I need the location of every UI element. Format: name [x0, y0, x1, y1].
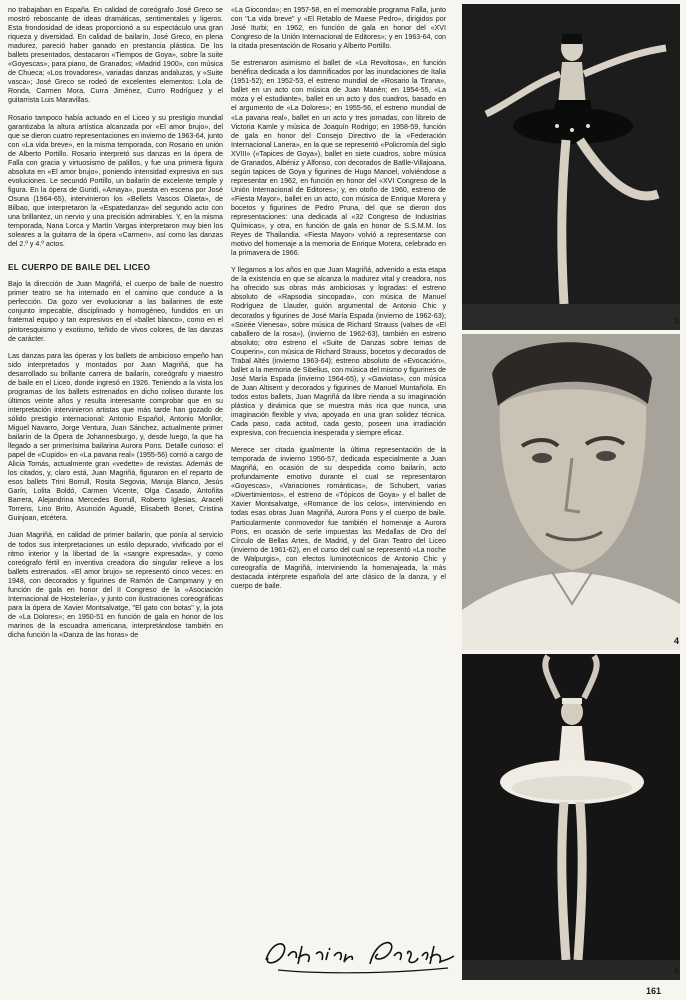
paragraph: «La Gioconda»; en 1957-58, en el memorable programa Falla, junto con "La vida breve" y «El Retablo de Maese Pedro», dirigidos por José Iturbi; en 1962, en función de gala en honor del «XVI Congreso de la Unión Internacional de Editores»; y en 1963-64, con la citada presentación de Rosario y Alberto Portillo.: [231, 6, 446, 51]
paragraph: Las danzas para las óperas y los ballets de ambicioso empeño han sido interpretados y montados por Juan Magriñá, que ha desarrollado su brillante carrera de bailarín, coreógrafo y maestro de baile en el Liceo, donde ingresó en 1926. Teniendo a la vista los programas de los ballets estrenados en dicho coliseo durante los últimos veinte años y resulta interesante comprobar que en su interpretación intervinieron artistas que más tarde han gozado de sólido prestigio internacional: Antonio Español, Antonio Monllor, Miguel Navarro, Jorge Ventura, Juan Sánchez, actualmente primer bailarín de la Ópera de Johannesburgo, y, desde luego, la que ha llegado a ser primerísima bailarina Aurora Pons. Detalle curioso: el papel de «Cupido» en «La pavana real» (1955-56) corrió a cargo de Alicia Tomás, actualmente gran «vedette» de revistas. Además de los citados, y, claro está, Juan Magriñá, figuraron en el reparto de esos ballets Trini Borrull, Rosita Segovia, Maruja Blanco, Jesús Garín, Lolita Boldó, Carmen Vicente, Olga Casado, Antoñita Barrera, Alejandrina Mercedes Borrull, Roberto Iglesias, Araceli Torrens, Lino Brito, Asunción Aguadé, Elisabeth Bonet, Cristina Guinjoan, etcétera.: [8, 351, 223, 523]
paragraph: Rosario tampoco había actuado en el Liceo y su prestigio mundial garantizaba la altura artística alcanzada por «El amor brujo», del que se dieron cuatro representaciones en invierno de 1963-64, junto con «La vida breve», en la misma temporada, con Rosario en unión de Alberto Portillo. Rosario interpretó sus danzas en la ópera de Falla con gracia y virtuosismo de palillos, y fue una primera figura absoluta en «El amor brujo», poniendo intensidad expresiva en sus evoluciones. Le secundó Portillo, un bailarín de excelente temple y figura. En la ópera de Guridi, «Amaya», puesta en escena por José Osuna (1964-65), intervinieron los «Bellets Vascos Olaeta», de Bilbao, que interpretaron la «Espatedanza» del segundo acto con una brillantez, un nervio y una precisión admirables. Y, en la misma temporada, Nana Lorca y Martín Vargas interpretaron muy bien los soleares a la guitarra de la ópera «Carmen», así como las danzas del 2.º y 4.º actos.: [8, 113, 223, 249]
text-column-left: [8, 6, 223, 648]
paragraph: Juan Magriñá, en calidad de primer bailarín, que ponía al servicio de todos sus interpretaciones un estilo depurado, vivificado por el ritmo interior y la libertad de la «sangre expresada», y como coreógrafo fértil en inventiva creadora dio singular relieve a los ballets estrenados. «El amor brujo» se representó cinco veces: en 1948, con decorados y figurines de Ramón de Campmany y en función de gala en honor del II Congreso de la «Asociación Internacional de Hostelería», y junto con ilustraciones coreográficas para la ópera de Xavier Montsalvatge, "El gato con botas" y, la jota de «La Dolores»; en 1950-51 en función de gala en honor de los marinos de la escuadra americana, interpretándose también en dicha función la «Danza de las horas» de: [8, 531, 223, 639]
portrait-juan-magrina-photo: [462, 334, 680, 650]
author-signature: [258, 930, 458, 978]
paragraph: Bajo la dirección de Juan Magriñá, el cuerpo de baile de nuestro primer teatro se ha internado en el camino que conduce a la perfección. Da gozo ver evolucionar a las bailarines de este conjunto impecable, disciplinado y homogéneo, fundidos en un fraternal equipo y tan expresivos en el «ballet blanco», como en el pintoresquismo y exotismo, teñido de vivos colores, de las danzas de carácter.: [8, 280, 223, 343]
figure-number: 3: [674, 316, 680, 326]
text-column-middle: [231, 6, 446, 599]
paragraph: no trabajaban en España. En calidad de coreógrafo José Greco se mostró reboscante de ideas dramáticas, sentimentales y ligeros. Esta frondosidad de ideas proporcionó a su espectáculo una gran riqueza y diversidad. En calidad de bailarín, José Greco, en plena madurez, pareció haber ganado en prestancia plástica. De los ballets presentados, destacaron «Tiempos de Goya», sobre la suite «Goyescas», para piano, de Granados; «Madrid 1900», con música de Chueca; «Los trovadores», variadas danzas andaluzas, y «Suite vasca»; José Greco se rodeó de excelentes elementos: Lola de Ronda, Carmen Mora, Curra Jiménez, Curro Rodríguez y el guitarrista Luis Maravillas.: [8, 6, 223, 105]
figure-number: 4: [674, 636, 680, 646]
ballerina-black-tutu-photo: [462, 4, 680, 330]
section-heading: EL CUERPO DE BAILE DEL LICEO: [8, 263, 151, 273]
paragraph: Merece ser citada igualmente la última representación de la temporada de invierno 1956-57, dedicada especialmente a Juan Magriñá, en ocasión de su despedida como bailarín, acto profundamente emotivo durante el cual se representaron «Goyescas», «Variaciones románticas», de Schubert, varias «Divertimientos», el estreno de «Tópicos de Goya» y el ballet de Xavier Montsalvatge, «Romance de los celos», interviniendo en todas esas obras Juan Magriñá, Aurora Pons y el cuerpo de baile. Particularmente conmovedor fue también el homenaje a Aurora Pons, en ocasión de serle impuestas las Medallas de Oro del Círculo de Bellas Artes, de Madrid, y del Gran Teatro del Liceo (invierno de 1961-62), en el curso del cual se representó «La noche de Walpurgis», con efectos luminotécnicos de Antonio Chic y coreografía de Magriñá, interviniendo la homenajeada, la más destacada intérprete española del arte clásico de la danza, y el cuerpo de baile.: [231, 446, 446, 590]
page-number: 161: [646, 986, 662, 996]
paragraph: Se estrenaron asimismo el ballet de «La Revoltosa», en función benéfica dedicada a los damnificados por las inundaciones de Italia (1951-52); en 1952-53, el estreno mundial de «Rosario la Tirana», ballet en un acto con música de Juan Manén; en 1954-55, «La moza y el estudiante», ballet en un acto y dos cuadros, basado en el argumento de «La Dolores»; en 1955-56, el estreno mundial de «La pavana real», ballet en un acto y tres jornadas, con libreto de Victoria Kamle y música de Joaquín Rodrigo; en 1958-59, función de gala en honor del Consejo Directivo de la «Federación Internacional Lanera», en la que se representó «Policromía del siglo XVIII» («Tapices de Goya»), ballet en siete cuadros, sobre música de Granados, Albéniz y Alfonso, con decorados de Batlle-Villajoana, según tapices de Goya y figurines de Hugo Manoel, volviéndose a representar en 1962, en función en honor del «XVI Congreso de la Unión Internacional de Editores»; y, en otoño de 1960, estreno de «Fiesta Mayor», ballet en un acto, con música de Enrique Morera y bocetos y figurines de Pedro Pruna, del que se dieron dos representaciones: una dedicada al «32 Congreso de Industrias Químicas», y otra, en función de gala en honor de S.S.M.M. los Reyes de Thailandia. «Fiesta Mayor» volvió a representarse con motivo del homenaje a la memoria de Enrique Morera, celebrado en la primavera de 1966.: [231, 59, 446, 258]
ballerina-white-tutu-photo: [462, 654, 680, 980]
figure-number: 5: [674, 966, 680, 976]
paragraph: Y llegamos a los años en que Juan Magriñá, advenido a esta etapa de la existencia en que se alcanza la madurez vital y creadora, nos ha ofrecido sus obras más ambiciosas y logradas: el estreno absoluto de «Rapsodia sincopada», con música de Manuel Rodríguez de Llauder, guión argumental de Antonio Chic y decorados y figurines de José María Espada (invierno de 1962-63); «Soirée Vienesa», sobre música de Richard Strauss (valses de «El caballero de la rosa»), (invierno de 1962-63), también en estreno absoluto; otro estreno el «Suite de Danzas sobre temas de Couperin», con música de Richard Strauss, bocetos y decorados de Trabal Altés (invierno 1963-64); estreno absoluto de «Evocación», ballet a la memoria de Sibelius, con música del mismo y figurines de José María Espada (invierno 1964-65), y «Gaviotas», con música de Juan Altisent y decorados y figurines de Manuel Muntañola. En todos estos ballets, Juan Magriñá da libre rienda a su imaginación plástica y dinámica que se muestra más rica que nunca, una imaginación flexible y viva, apoyada en una gran solidez técnica. Cada paso, cada actitud, cada gesto, poseen una irradiación expresiva, con frecuencia inesperada y siempre eficaz.: [231, 266, 446, 438]
